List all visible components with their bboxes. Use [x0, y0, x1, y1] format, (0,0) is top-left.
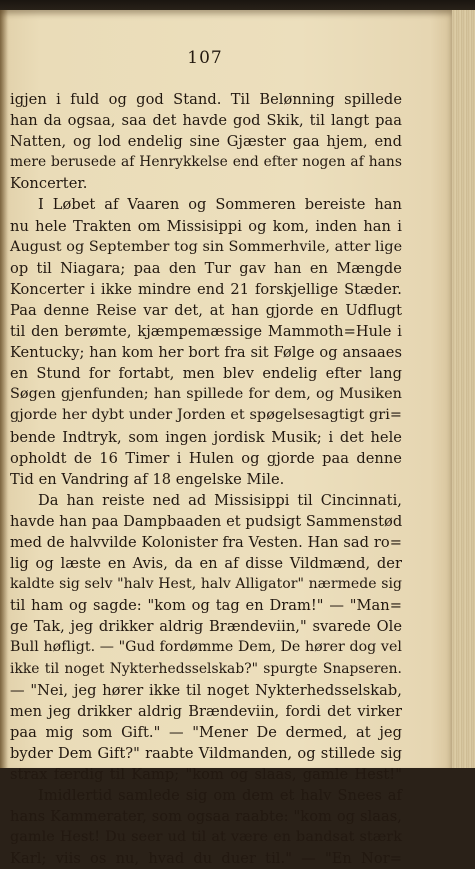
- text-line: Karl; viis os nu, hvad du duer til." — "En Nor=: [10, 850, 402, 868]
- text-line: byder Dem Gift?" raabte Vildmanden, og stillede sig: [10, 744, 402, 762]
- text-line: Paa denne Reise var det, at han gjorde en Udflugt: [10, 301, 402, 319]
- text-line: opholdt de 16 Timer i Hulen og gjorde paa denne: [10, 449, 402, 467]
- text-line: gjorde her dybt under Jorden et spøgelsesagtigt gri=: [10, 407, 402, 424]
- text-line: Koncerter.: [10, 175, 88, 193]
- text-line: ikke til noget Nykterhedsselskab?" spurgte Snapseren.: [10, 660, 402, 677]
- gutter-shadow: [0, 10, 8, 768]
- text-line: kaldte sig selv "halv Hest, halv Alligator" nærmede sig: [10, 576, 402, 593]
- text-line: Søgen gjenfunden; han spillede for dem, og Musiken: [10, 386, 402, 403]
- text-line: gamle Hest! Du seer ud til at være en bandsat stærk: [10, 829, 402, 846]
- text-line: bende Indtryk, som ingen jordisk Musik; i det hele: [10, 428, 402, 446]
- text-line: ge Tak, jeg drikker aldrig Brændeviin," svarede Ole: [10, 618, 402, 636]
- text-line: havde han paa Dampbaaden et pudsigt Sammenstød: [10, 512, 403, 530]
- text-line: — "Nei, jeg hører ikke til noget Nykterhedsselskab,: [10, 681, 402, 699]
- text-line: hans Kammerater, som ogsaa raabte: "kom og slaas,: [10, 808, 402, 826]
- text-line: lig og læste en Avis, da en af disse Vildmænd, der: [10, 555, 402, 573]
- text-line: med de halvvilde Kolonister fra Vesten. Han sad ro=: [10, 533, 402, 551]
- text-line: August og September tog sin Sommerhvile, atter lige: [10, 238, 403, 255]
- text-line: en Stund for fortabt, men blev endelig efter lang: [10, 365, 402, 383]
- text-line: Da han reiste ned ad Missisippi til Cincinnati,: [38, 491, 402, 509]
- text-line: til den berømte, kjæmpemæssige Mammoth=Hule i: [10, 323, 402, 341]
- text-line: nu hele Trakten om Missisippi og kom, inden han i: [10, 217, 402, 235]
- text-line: paa mig som Gift." — "Mener De dermed, at jeg: [10, 723, 402, 741]
- text-line: Kentucky; han kom her bort fra sit Følge og ansaaes: [10, 344, 402, 362]
- text-line: han da ogsaa, saa det havde god Skik, til langt paa: [10, 112, 402, 130]
- page-number: 107: [187, 48, 223, 68]
- page-stack-edge: [452, 10, 475, 768]
- text-line: I Løbet af Vaaren og Sommeren bereiste han: [38, 196, 402, 214]
- text-line: Imidlertid samlede sig om dem et halv Snees af: [38, 787, 402, 805]
- text-line: Tid en Vandring af 18 engelske Mile.: [10, 470, 285, 488]
- text-line: strax færdig til Kamp; "kom og slaas, gamle Hest!": [10, 766, 402, 783]
- text-line: Natten, og lod endelig sine Gjæster gaa hjem, end: [10, 133, 402, 151]
- text-line: op til Niagara; paa den Tur gav han en Mængde: [10, 259, 402, 277]
- text-line: Bull høfligt. — "Gud fordømme Dem, De hører dog vel: [10, 639, 402, 656]
- text-line: Koncerter i ikke mindre end 21 forskjellige Stæder.: [10, 280, 402, 298]
- text-line: igjen i fuld og god Stand. Til Belønning spillede: [10, 91, 402, 108]
- body-text: [10, 89, 402, 869]
- text-line: mere berusede af Henrykkelse end efter nogen af hans: [10, 154, 402, 171]
- text-line: til ham og sagde: "kom og tag en Dram!" — "Man=: [10, 597, 402, 615]
- text-line: men jeg drikker aldrig Brændeviin, fordi det virker: [10, 702, 402, 720]
